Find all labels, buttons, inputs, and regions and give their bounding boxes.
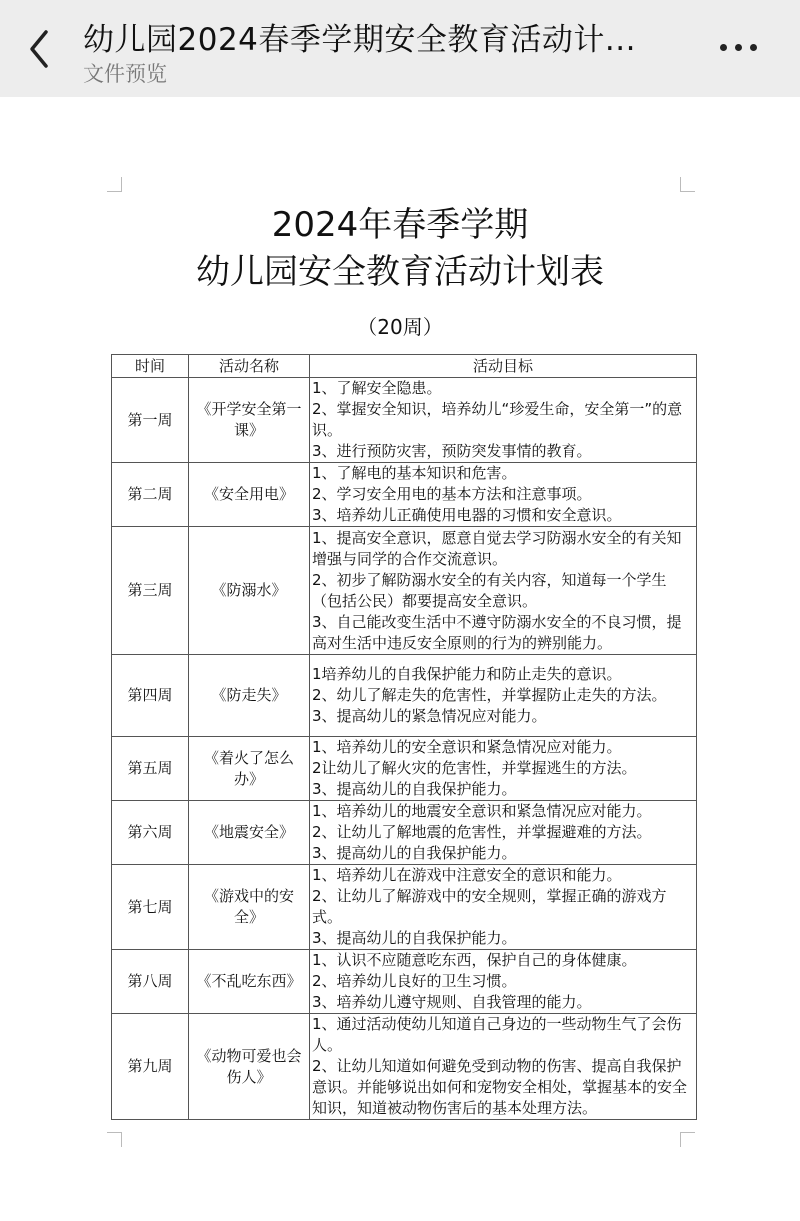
goal-item: 1、了解电的基本知识和危害。: [312, 464, 517, 482]
more-horizontal-icon: [735, 44, 742, 51]
week-cell: 第一周: [112, 378, 189, 463]
table-row: [112, 527, 697, 655]
week-cell: 第二周: [112, 463, 189, 527]
week-cell: 第八周: [112, 950, 189, 1014]
goal-item: 2让幼儿了解火灾的危害性，并掌握逃生的方法。: [312, 759, 637, 777]
activity-name-cell: 《游戏中的安全》: [189, 865, 310, 950]
week-cell: 第七周: [112, 865, 189, 950]
activity-name-cell: 《动物可爱也会伤人》: [189, 1014, 310, 1120]
activity-goals-cell: [310, 527, 697, 655]
back-button[interactable]: [22, 26, 62, 72]
activity-goals-cell: [310, 737, 697, 801]
table-header-row: [112, 355, 697, 378]
header-activity-name: 活动名称: [189, 355, 310, 378]
goal-item: 3、提高幼儿的自我保护能力。: [312, 844, 517, 862]
goal-item: 3、培养幼儿遵守规则、自我管理的能力。: [312, 993, 592, 1011]
activity-name-cell: 《地震安全》: [189, 801, 310, 865]
page-corner-mark: [680, 1132, 695, 1147]
file-title: 幼儿园2024春季学期安全教育活动计...: [83, 22, 636, 58]
table-row: [112, 655, 697, 737]
week-cell: 第九周: [112, 1014, 189, 1120]
goal-item: 1、培养幼儿的地震安全意识和紧急情况应对能力。: [312, 802, 652, 820]
activity-name-cell: 《不乱吃东西》: [189, 950, 310, 1014]
page-corner-mark: [107, 1132, 122, 1147]
page-corner-mark: [680, 177, 695, 192]
activity-name-cell: 《开学安全第一课》: [189, 378, 310, 463]
more-horizontal-icon: [720, 44, 727, 51]
week-cell: 第六周: [112, 801, 189, 865]
activity-name-cell: 《着火了怎么办》: [189, 737, 310, 801]
activity-goals-cell: [310, 655, 697, 737]
goal-item: 2、幼儿了解走失的危害性，并掌握防止走失的方法。: [312, 686, 667, 704]
table-row: [112, 950, 697, 1014]
goal-item: 3、提高幼儿的紧急情况应对能力。: [312, 707, 547, 725]
weeks-note: （20周）: [357, 315, 443, 339]
top-bar: [0, 0, 800, 97]
header-activity-goals: 活动目标: [310, 355, 697, 378]
page-corner-mark: [107, 177, 122, 192]
activity-goals-cell: [310, 801, 697, 865]
week-cell: 第五周: [112, 737, 189, 801]
more-button[interactable]: [720, 36, 780, 60]
goal-item: 1、培养幼儿在游戏中注意安全的意识和能力。: [312, 866, 622, 884]
chevron-left-icon: [22, 26, 62, 72]
goal-item: 1培养幼儿的自我保护能力和防止走失的意识。: [312, 665, 622, 683]
table-row: [112, 1014, 697, 1120]
week-cell: 第四周: [112, 655, 189, 737]
document-title-line1: 2024年春季学期: [271, 205, 529, 245]
goal-item: 1、提高安全意识，愿意自觉去学习防溺水安全的有关知增强与同学的合作交流意识。: [312, 528, 682, 568]
goal-item: 2、让幼儿知道如何避免受到动物的伤害、提高自我保护意识。并能够说出如何和宠物安全相处，掌握基本的安全知识，知道被动物伤害后的基本处理方法。: [312, 1057, 688, 1117]
table-row: [112, 463, 697, 527]
goal-item: 2、让幼儿了解游戏中的安全规则，掌握正确的游戏方式。: [312, 887, 667, 926]
goal-item: 1、了解安全隐患。: [312, 379, 442, 397]
activity-goals-cell: [310, 463, 697, 527]
goal-item: 3、培养幼儿正确使用电器的习惯和安全意识。: [312, 506, 622, 524]
activity-goals-cell: [310, 950, 697, 1014]
goal-item: 2、让幼儿了解地震的危害性，并掌握避难的方法。: [312, 823, 652, 841]
table-row: [112, 737, 697, 801]
header-time: 时间: [112, 355, 189, 378]
activity-goals-cell: [310, 378, 697, 463]
goal-item: 2、初步了解防溺水安全的有关内容，知道每一个学生（包括公民）都要提高安全意识。: [312, 570, 667, 610]
more-horizontal-icon: [750, 44, 757, 51]
document-title-line2: 幼儿园安全教育活动计划表: [196, 252, 604, 292]
goal-item: 1、通过活动使幼儿知道自己身边的一些动物生气了会伤人。: [312, 1015, 682, 1054]
goal-item: 2、培养幼儿良好的卫生习惯。: [312, 972, 517, 990]
activity-goals-cell: [310, 1014, 697, 1120]
activity-name-cell: 《安全用电》: [189, 463, 310, 527]
goal-item: 2、学习安全用电的基本方法和注意事项。: [312, 485, 592, 503]
activity-goals-cell: [310, 865, 697, 950]
table-row: [112, 801, 697, 865]
goal-item: 3、提高幼儿的自我保护能力。: [312, 929, 517, 947]
goal-item: 1、培养幼儿的安全意识和紧急情况应对能力。: [312, 738, 622, 756]
activity-name-cell: 《防溺水》: [189, 527, 310, 655]
activity-plan-table: [111, 354, 697, 1120]
goal-item: 2、掌握安全知识，培养幼儿“珍爱生命，安全第一”的意识。: [312, 400, 683, 439]
goal-item: 3、自己能改变生活中不遵守防溺水安全的不良习惯，提高对生活中违反安全原则的行为的辨别能力。: [312, 612, 682, 652]
goal-item: 1、认识不应随意吃东西，保护自己的身体健康。: [312, 951, 637, 969]
goal-item: 3、提高幼儿的自我保护能力。: [312, 780, 517, 798]
activity-name-cell: 《防走失》: [189, 655, 310, 737]
table-row: [112, 378, 697, 463]
file-subtitle: 文件预览: [83, 62, 167, 86]
week-cell: 第三周: [112, 527, 189, 655]
goal-item: 3、进行预防灾害，预防突发事情的教育。: [312, 442, 592, 460]
table-row: [112, 865, 697, 950]
